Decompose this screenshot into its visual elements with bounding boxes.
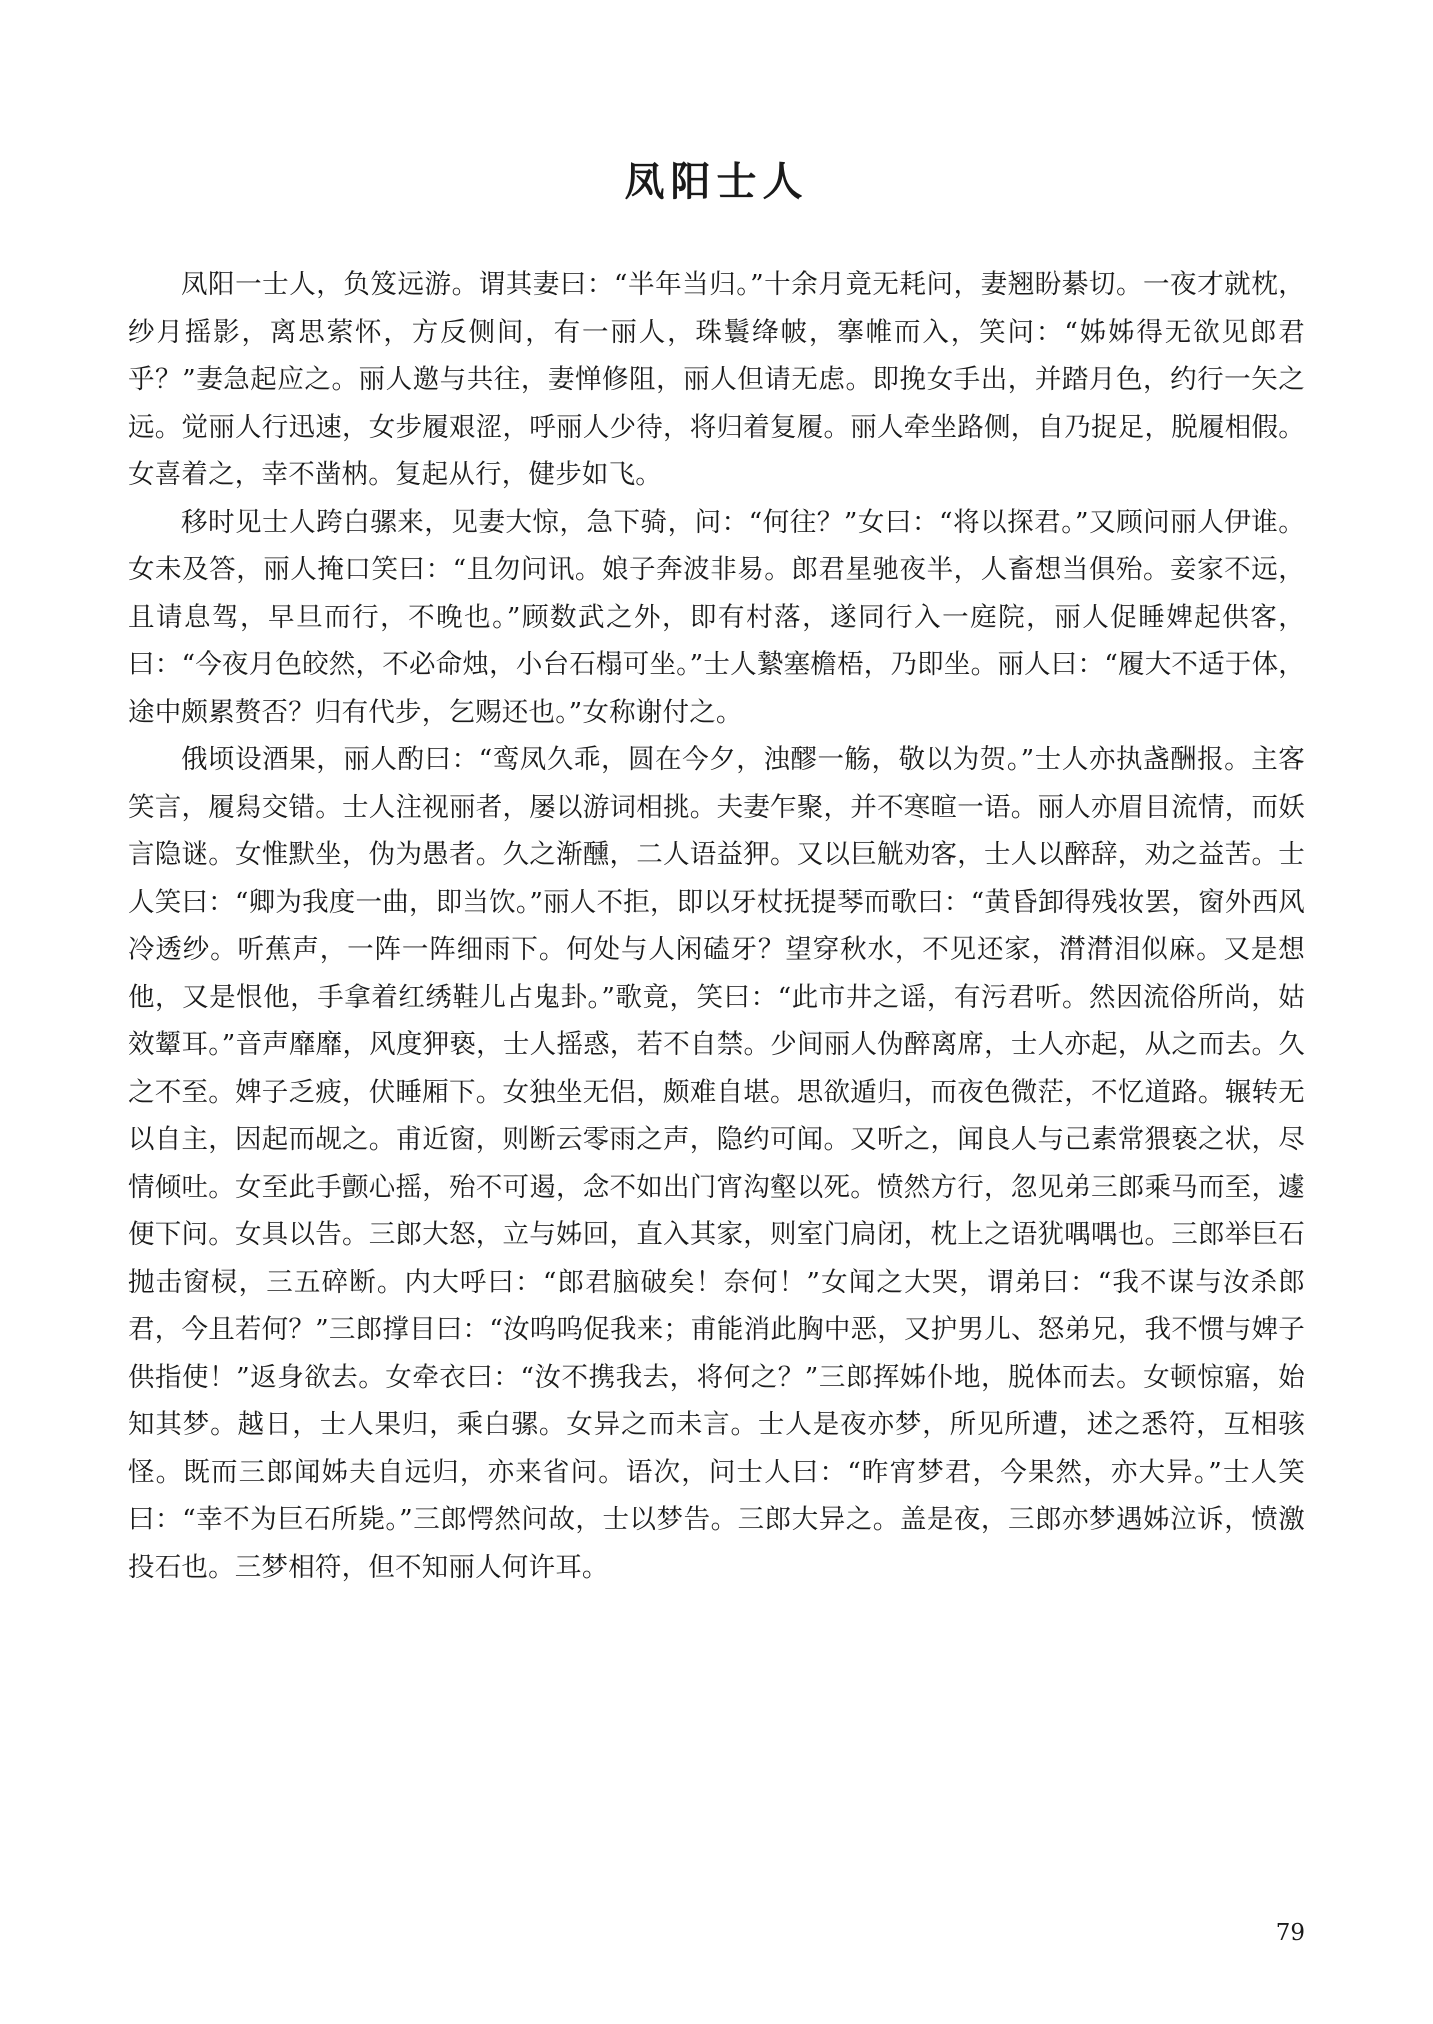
paragraph-2: 移时见士人跨白骡来，见妻大惊，急下骑，问：“何往？”女曰：“将以探君。”又顾问丽人伊谁。女未及答，丽人掩口笑曰：“且勿问讯。娘子奔波非易。郎君星驰夜半，人畜想当俱殆。妾家不远，且请息驾，早旦而行，不晚也。”顾数武之外，即有村落，遂同行入一庭院，丽人促睡婢起供客，曰：“今夜月色皎然，不必命烛，小台石榻可坐。”士人縶塞檐梧，乃即坐。丽人曰：“履大不适于体，途中颇累赘否？归有代步，乞赐还也。”女称谢付之。 — [128, 506, 1305, 728]
paragraph-3: 俄顷设酒果，丽人酌曰：“鸾凤久乖，圆在今夕，浊醪一觞，敬以为贺。”士人亦执盏酬报。主客笑言，履舄交错。士人注视丽者，屡以游词相挑。夫妻乍聚，并不寒暄一语。丽人亦眉目流情，而妖言隐谜。女惟默坐，伪为愚者。久之渐醺，二人语益狎。又以巨觥劝客，士人以醉辞，劝之益苦。士人笑曰：“卿为我度一曲，即当饮。”丽人不拒，即以牙杖抚提琴而歌曰：“黄昏卸得残妆罢，窗外西风冷透纱。听蕉声，一阵一阵细雨下。何处与人闲磕牙？望穿秋水，不见还家，潸潸泪似麻。又是想他，又是恨他，手拿着红绣鞋儿占鬼卦。”歌竟，笑曰：“此市井之谣，有污君听。然因流俗所尚，姑效颦耳。”音声靡靡，风度狎亵，士人摇惑，若不自禁。少间丽人伪醉离席，士人亦起，从之而去。久之不至。婢子乏疲，伏睡厢下。女独坐无侣，颇难自堪。思欲遁归，而夜色微茫，不忆道路。辗转无以自主，因起而觇之。甫近窗，则断云零雨之声，隐约可闻。又听之，闻良人与己素常猥亵之状，尽情倾吐。女至此手颤心摇，殆不可遏，念不如出门宵沟壑以死。愤然方行，忽见弟三郎乘马而至，遽便下问。女具以告。三郎大怒，立与姊回，直入其家，则室门扃闭，枕上之语犹喁喁也。三郎举巨石抛击窗棂，三五碎断。内大呼曰：“郎君脑破矣！奈何！”女闻之大哭，谓弟曰：“我不谋与汝杀郎君，今且若何？”三郎撑目曰：“汝呜呜促我来；甫能消此胸中恶，又护男儿、怒弟兄，我不惯与婢子供指使！”返身欲去。女牵衣曰：“汝不携我去，将何之？”三郎挥姊仆地，脱体而去。女顿惊寤，始知其梦。越日，士人果归，乘白骡。女异之而未言。士人是夜亦梦，所见所遭，述之悉符，互相骇怪。既而三郎闻姊夫自远归，亦来省问。语次，问士人曰：“昨宵梦君，今果然，亦大异。”士人笑曰：“幸不为巨石所毙。”三郎愕然问故，士以梦告。三郎大异之。盖是夜，三郎亦梦遇姊泣诉，愤激投石也。三梦相符，但不知丽人何许耳。 — [128, 744, 1305, 1583]
page-number: 79 — [1275, 1920, 1305, 1946]
page-title: 凤阳士人 — [624, 158, 809, 205]
document-body — [128, 261, 1305, 1591]
paragraph-1: 凤阳一士人，负笈远游。谓其妻曰：“半年当归。”十余月竟无耗问，妻翘盼綦切。一夜才就枕，纱月摇影，离思萦怀，方反侧间，有一丽人，珠鬟绛帔，搴帷而入，笑问：“姊姊得无欲见郎君乎？”妻急起应之。丽人邀与共往，妻惮修阻，丽人但请无虑。即挽女手出，并踏月色，约行一矢之远。觉丽人行迅速，女步履艰涩，呼丽人少待，将归着复履。丽人牵坐路侧，自乃捉足，脱履相假。女喜着之，幸不凿枘。复起从行，健步如飞。 — [128, 269, 1305, 490]
